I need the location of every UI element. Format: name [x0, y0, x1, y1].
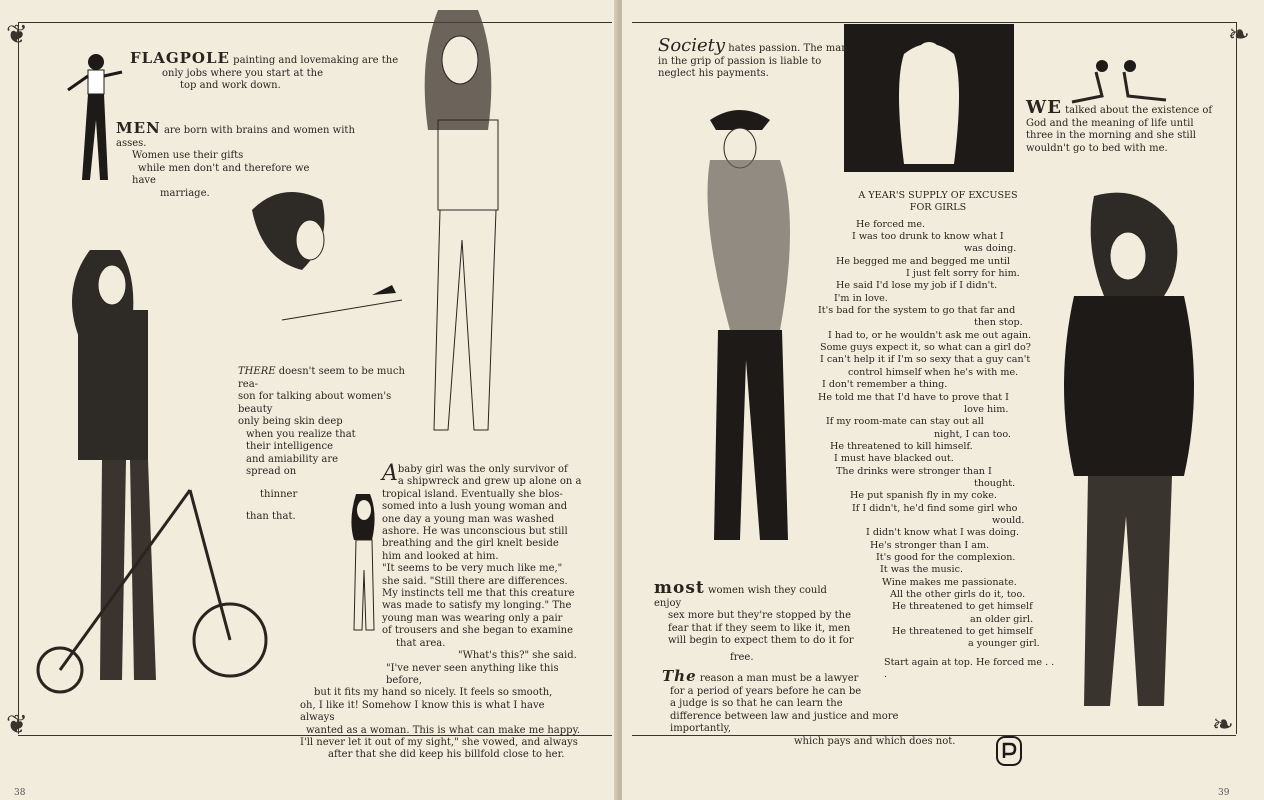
story-line: breathing and the girl knelt beside [382, 538, 559, 550]
we-lead: WE [1026, 97, 1062, 118]
excuse-line: was doing. [964, 243, 1017, 255]
corner-ornament-top-right: ❧ [1228, 20, 1250, 50]
excuse-line: I'm in love. [834, 292, 888, 304]
there-line: spread on [246, 466, 297, 477]
story-line: was made to satisfy my longing." The [382, 600, 572, 612]
men-line: marriage. [160, 187, 210, 199]
men-lead: MEN [116, 119, 161, 137]
men-joke [116, 119, 376, 200]
corner-ornament-top-left: ❦ [6, 20, 28, 50]
there-line: their intelligence [246, 441, 333, 452]
flagpole-line: top and work down. [180, 80, 281, 91]
excuse-line: It's good for the complexion. [876, 551, 1016, 563]
excuse-line: Start again at top. He forced me . . . [884, 656, 1055, 681]
society-lead: Society [658, 35, 726, 56]
excuses-title: A YEAR'S SUPPLY OF EXCUSES [858, 190, 1018, 201]
excuse-line: If I didn't, he'd find some girl who [852, 502, 1018, 514]
right-page-border-side [1236, 22, 1237, 734]
excuses-list [818, 190, 1058, 681]
society-line: neglect his payments. [658, 68, 769, 79]
we-line: God and the meaning of life until [1026, 117, 1194, 129]
excuse-line: He begged me and begged me until [836, 255, 1011, 267]
excuse-line: The drinks were stronger than I [836, 465, 992, 477]
excuse-line: love him. [964, 403, 1009, 415]
excuse-line: I don't remember a thing. [822, 379, 948, 391]
we-line: talked about the existence of [1065, 105, 1213, 116]
lawyer-line: a judge is so that he can learn the [670, 698, 843, 709]
story-line: a shipwreck and grew up alone on a [397, 476, 582, 488]
men-line: are born with brains and women with asses. [116, 125, 355, 149]
story-line: baby girl was the only survivor of [397, 464, 568, 475]
men-line: while men don't and therefore we [138, 162, 310, 174]
most-line: fear that if they seem to like it, men [668, 622, 851, 634]
story-line: but it fits my hand so nicely. It feels so smooth, [314, 687, 553, 699]
most-lead: most [654, 578, 705, 598]
corner-ornament-bottom-right: ❧ [1212, 710, 1234, 740]
excuse-line: He's stronger than I am. [870, 539, 990, 551]
excuse-line: He threatened to kill himself. [830, 440, 973, 452]
society-joke [658, 35, 858, 81]
story-dropcap: A [382, 461, 398, 486]
shipwreck-story [300, 461, 582, 762]
there-line: doesn't seem to be much rea- [238, 366, 405, 390]
story-line: of trousers and she began to examine [382, 625, 574, 637]
story-line: "It seems to be very much like me," [382, 563, 563, 575]
excuse-line: He told me that I'd have to prove that I [818, 391, 1009, 403]
story-line: My instincts tell me that this creature [382, 588, 575, 600]
we-joke [1026, 97, 1226, 155]
excuse-line: would. [992, 514, 1025, 526]
right-page [622, 0, 1264, 800]
illustration-girl-in-sweater [1054, 186, 1204, 730]
excuse-line: He threatened to get himself [892, 601, 1033, 613]
men-line: have [132, 175, 156, 186]
excuse-line: If my room-mate can stay out all [826, 416, 984, 428]
there-lead: THERE [238, 366, 276, 377]
excuse-line: then stop. [974, 317, 1023, 329]
story-line: young man was wearing only a pair [382, 612, 563, 624]
story-line: tropical island. Eventually she blos- [382, 488, 563, 500]
lawyer-joke [662, 667, 962, 748]
story-line: somed into a lush young woman and [382, 501, 568, 513]
excuse-line: He put spanish fly in my coke. [850, 490, 997, 502]
story-line: after that she did keep his billfold close to her. [328, 749, 565, 761]
story-line: "What's this?" she said. [458, 650, 577, 662]
we-line: wouldn't go to bed with me. [1026, 142, 1168, 154]
corner-ornament-bottom-left: ❦ [6, 710, 28, 740]
excuse-line: a younger girl. [968, 638, 1040, 650]
excuse-line: He threatened to get himself [892, 626, 1033, 638]
excuse-line: an older girl. [970, 613, 1034, 625]
excuse-line: I didn't know what I was doing. [866, 527, 1020, 539]
excuse-line: Some guys expect it, so what can a girl do? [820, 342, 1031, 354]
lawyer-lead: The [662, 667, 697, 685]
there-line: thinner [260, 488, 298, 500]
excuse-line: I was too drunk to know what I [852, 231, 1004, 243]
flagpole-lead: FLAGPOLE [130, 49, 230, 67]
most-joke [654, 578, 854, 664]
flagpole-line: painting and lovemaking are the [233, 55, 399, 66]
story-line: wanted as a woman. This is what can make me happy. [306, 724, 581, 736]
illustration-woman-back-dark-panel [844, 24, 1014, 172]
flagpole-line: only jobs where you start at the [162, 67, 324, 79]
left-page [0, 0, 618, 800]
there-line: when you realize that [246, 428, 356, 440]
illustration-couple-sitting [1062, 56, 1172, 108]
lawyer-line: for a period of years before he can be [670, 685, 862, 697]
most-line: free. [730, 651, 754, 663]
excuse-line: I had to, or he wouldn't ask me out again. [828, 329, 1032, 341]
there-line: than that. [246, 511, 296, 522]
story-line: she said. "Still there are differences. [382, 575, 568, 587]
publisher-logo-icon [996, 736, 1022, 766]
excuse-line: control himself when he's with me. [848, 366, 1019, 378]
page-number-left: 38 [14, 788, 26, 798]
society-line: in the grip of passion is liable to [658, 55, 822, 67]
society-line: hates passion. The man [728, 43, 848, 54]
story-line: I'll never let it out of my sight," she vowed, and always [300, 736, 578, 748]
there-line: son for talking about women's beauty [238, 391, 392, 415]
excuse-line: I can't help it if I'm so sexy that a guy can't [820, 354, 1031, 366]
excuse-line: All the other girls do it, too. [890, 589, 1026, 600]
excuse-line: Wine makes me passionate. [882, 576, 1017, 588]
excuse-line: I must have blacked out. [834, 453, 954, 465]
story-line: one day a young man was washed [382, 513, 555, 525]
there-line: only being skin deep [238, 416, 343, 427]
story-line: him and looked at him. [382, 550, 499, 562]
page-number-right: 39 [1218, 788, 1230, 798]
lawyer-line: reason a man must be a lawyer [699, 673, 859, 684]
most-line: women wish they could enjoy [654, 585, 827, 609]
excuses-title: FOR GIRLS [909, 202, 967, 214]
most-line: sex more but they're stopped by the [668, 610, 852, 621]
excuse-line: I just felt sorry for him. [906, 268, 1020, 280]
we-line: three in the morning and she still [1026, 130, 1196, 141]
illustration-girl-with-cap [690, 100, 810, 570]
lawyer-line: which pays and which does not. [794, 735, 956, 747]
excuse-line: He forced me. [856, 218, 926, 230]
there-line: and amiability are [246, 453, 339, 465]
most-line: will begin to expect them to do it for [668, 635, 854, 646]
lawyer-line: difference between law and justice and more importantly, [670, 710, 899, 734]
story-line: "I've never seen anything like this before, [386, 662, 559, 686]
story-line: oh, I like it! Somehow I know this is what I have always [300, 699, 545, 724]
excuse-line: thought. [974, 477, 1016, 489]
story-line: that area. [396, 637, 446, 649]
flagpole-joke [130, 49, 400, 93]
excuse-line: It was the music. [880, 564, 964, 576]
story-line: ashore. He was unconscious but still [382, 526, 568, 538]
excuse-line: He said I'd lose my job if I didn't. [836, 280, 998, 292]
left-page-border-side [18, 22, 19, 734]
men-line: Women use their gifts [132, 150, 244, 161]
excuse-line: night, I can too. [934, 428, 1011, 440]
excuse-line: It's bad for the system to go that far and [818, 305, 1016, 317]
